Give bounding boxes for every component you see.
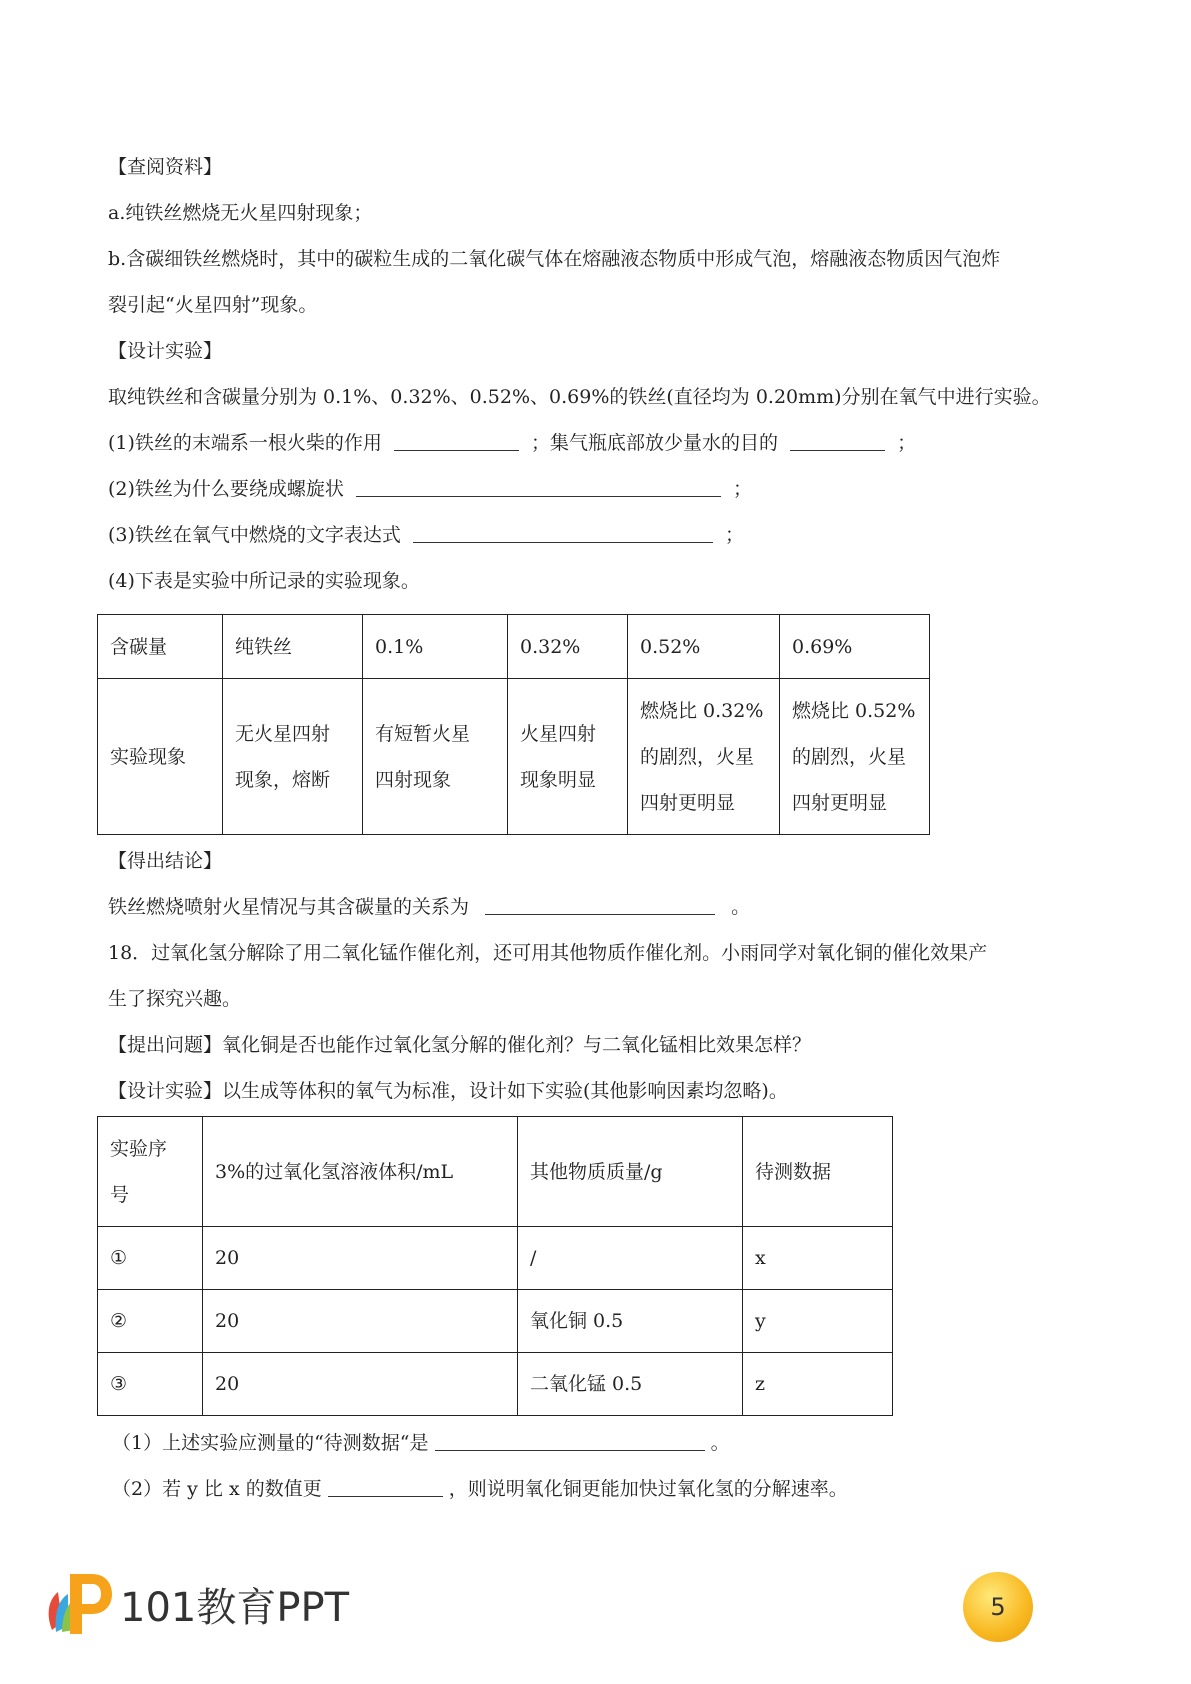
table-cell: [223, 679, 363, 835]
table-header-row: [98, 615, 930, 679]
table-header-cell: 含碳量: [98, 615, 223, 679]
page-number-badge: 5: [963, 1572, 1033, 1642]
question-3-end: ；: [725, 524, 745, 546]
item-b-line1: b.含碳细铁丝燃烧时，其中的碳粒生成的二氧化碳气体在熔融液态物质中形成气泡，熔融液态物质因气泡炸: [108, 248, 1001, 270]
q18-sub1: [112, 1430, 730, 1456]
table-row: [98, 1353, 893, 1416]
logo-icon: [40, 1560, 120, 1640]
table-cell-line: 燃烧比 0.52%: [792, 699, 916, 722]
table-cell: 氧化铜 0.5: [518, 1290, 743, 1353]
table-header-cell: 3%的过氧化氢溶液体积/mL: [203, 1117, 518, 1227]
q18-sub2: [112, 1476, 848, 1502]
table-cell-line: 四射更明显: [792, 791, 888, 814]
table-header-cell: 0.1%: [363, 615, 508, 679]
table-cell: ①: [98, 1227, 203, 1290]
table-row-label: 实验现象: [98, 679, 223, 835]
conclusion: [108, 894, 750, 920]
answer-blank-1a[interactable]: [394, 430, 519, 451]
question-2: [108, 476, 752, 502]
table-cell-line: 的剧烈，火星: [792, 745, 907, 768]
question-1-end: ；: [897, 432, 917, 454]
table-cell: 20: [203, 1290, 518, 1353]
table-header-cell: 0.52%: [628, 615, 780, 679]
table-cell-line: 四射更明显: [640, 791, 736, 814]
heading-design: 【设计实验】: [108, 340, 223, 362]
table-cell: ②: [98, 1290, 203, 1353]
question-1-text-2: ；集气瓶底部放少量水的目的: [531, 432, 779, 454]
table-cell: [780, 679, 930, 835]
table-cell: 20: [203, 1227, 518, 1290]
carbon-content-table: [97, 614, 930, 835]
table-cell: [363, 679, 508, 835]
table-cell: ③: [98, 1353, 203, 1416]
question-2-end: ；: [733, 478, 753, 500]
table-row: [98, 1227, 893, 1290]
table-header-row: [98, 1117, 893, 1227]
design-text: 取纯铁丝和含碳量分别为 0.1%、0.32%、0.52%、0.69%的铁丝(直径均为 0.20mm)分别在氧气中进行实验。: [108, 386, 1051, 408]
table-cell: /: [518, 1227, 743, 1290]
table-header-cell: 0.69%: [780, 615, 930, 679]
conclusion-end: 。: [731, 896, 751, 918]
table-row: [98, 1290, 893, 1353]
q18-intro-line1: 18．过氧化氢分解除了用二氧化锰作催化剂，还可用其他物质作催化剂。小雨同学对氧化铜的催化效果产: [108, 942, 988, 964]
table-cell: y: [743, 1290, 893, 1353]
table-header-cell: 待测数据: [743, 1117, 893, 1227]
table-cell: z: [743, 1353, 893, 1416]
q18-sub1-text: （1）上述实验应测量的“待测数据“是: [112, 1432, 429, 1454]
item-b-line2: 裂引起“火星四射”现象。: [108, 294, 318, 316]
table-cell-line: 四射现象: [375, 768, 452, 791]
q18-intro-line2: 生了探究兴趣。: [108, 988, 242, 1010]
item-a: a.纯铁丝燃烧无火星四射现象；: [108, 202, 373, 224]
table-cell: x: [743, 1227, 893, 1290]
q18-sub1-end: 。: [710, 1432, 730, 1454]
brand-logo: [40, 1560, 360, 1640]
table-cell-line: 现象，熔断: [235, 768, 331, 791]
answer-blank-3[interactable]: [413, 522, 713, 543]
table-cell-line: 号: [110, 1183, 130, 1206]
conclusion-text: 铁丝燃烧喷射火星情况与其含碳量的关系为: [108, 896, 470, 918]
table-header-cell: 0.32%: [508, 615, 628, 679]
answer-blank-2[interactable]: [356, 476, 721, 497]
q18-sub2-text: （2）若 y 比 x 的数值更: [112, 1478, 322, 1500]
table-header-cell: [98, 1117, 203, 1227]
table-cell: 二氧化锰 0.5: [518, 1353, 743, 1416]
table-cell-line: 有短暂火星: [375, 722, 471, 745]
heading-conclusion: 【得出结论】: [108, 850, 223, 872]
answer-blank-q18-2[interactable]: [328, 1476, 443, 1497]
question-1: [108, 430, 916, 456]
q18-question: 【提出问题】氧化铜是否也能作过氧化氢分解的催化剂？与二氧化锰相比效果怎样？: [108, 1034, 812, 1056]
table-cell-line: 火星四射: [520, 722, 597, 745]
table-cell-line: 无火星四射: [235, 722, 331, 745]
table-cell: 20: [203, 1353, 518, 1416]
table-row: [98, 679, 930, 835]
table-cell-line: 的剧烈，火星: [640, 745, 755, 768]
table-cell-line: 燃烧比 0.32%: [640, 699, 764, 722]
table-header-cell: 其他物质质量/g: [518, 1117, 743, 1227]
table-cell: [628, 679, 780, 835]
answer-blank-1b[interactable]: [790, 430, 885, 451]
table-cell-line: 实验序: [110, 1137, 168, 1160]
table-cell-line: 现象明显: [520, 768, 597, 791]
question-3: [108, 522, 744, 548]
answer-blank-conclusion[interactable]: [485, 894, 715, 915]
question-4: (4)下表是实验中所记录的实验现象。: [108, 570, 420, 592]
heading-lookup: 【查阅资料】: [108, 156, 223, 178]
q18-sub2-text-2: ，则说明氧化铜更能加快过氧化氢的分解速率。: [448, 1478, 848, 1500]
table-cell: [508, 679, 628, 835]
catalyst-experiment-table: [97, 1116, 893, 1416]
question-3-text: (3)铁丝在氧气中燃烧的文字表达式: [108, 524, 401, 546]
table-header-cell: 纯铁丝: [223, 615, 363, 679]
answer-blank-q18-1[interactable]: [435, 1430, 705, 1451]
q18-design: 【设计实验】以生成等体积的氧气为标准，设计如下实验(其他影响因素均忽略)。: [108, 1080, 788, 1102]
question-1-text: (1)铁丝的末端系一根火柴的作用: [108, 432, 382, 454]
question-2-text: (2)铁丝为什么要绕成螺旋状: [108, 478, 344, 500]
brand-name: 101教育PPT: [120, 1585, 350, 1631]
